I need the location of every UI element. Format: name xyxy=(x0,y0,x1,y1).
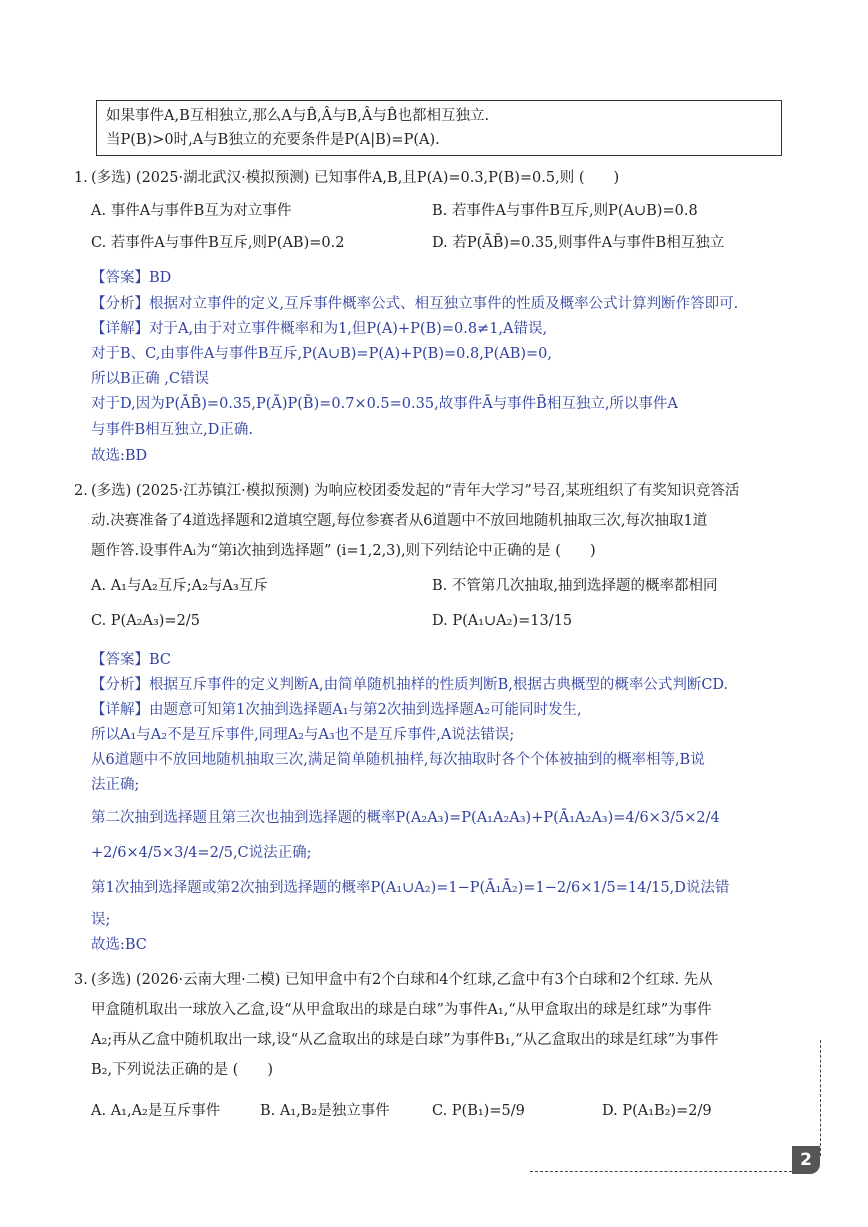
q2-detail-5: 第二次抽到选择题且第三次也抽到选择题的概率P(A₂A₃)=P(A₁A₂A₃)+P(Ā₁A₂A₃)=4/6×3/5×2/4 xyxy=(91,810,720,826)
q3-option-b: B. A₁,B₂是独立事件 xyxy=(260,1103,390,1119)
q2-option-b: B. 不管第几次抽取,抽到选择题的概率都相同 xyxy=(432,578,718,594)
q1-option-c: C. 若事件A与事件B互斥,则P(AB)=0.2 xyxy=(91,235,345,251)
q3-option-a: A. A₁,A₂是互斥事件 xyxy=(91,1103,221,1119)
q2-detail-3: 从6道题中不放回地随机抽取三次,满足简单随机抽样,每次抽取时各个个体被抽到的概率相等,B说 xyxy=(91,752,705,768)
page-number: 2 xyxy=(792,1146,820,1174)
q2-number: 2. xyxy=(74,483,88,499)
q2-option-a: A. A₁与A₂互斥;A₂与A₃互斥 xyxy=(91,578,268,594)
q2-final: 故选:BC xyxy=(91,937,147,953)
q2-detail-4: 法正确; xyxy=(91,777,140,793)
q2-detail-7: 第1次抽到选择题或第2次抽到选择题的概率P(A₁∪A₂)=1−P(Ā₁Ā₂)=1−2/6×1/5=14/15,D说法错 xyxy=(91,880,730,896)
q2-detail-6: +2/6×4/5×3/4=2/5,C说法正确; xyxy=(91,845,312,861)
q2-stem-3: 题作答.设事件Aᵢ为“第i次抽到选择题” (i=1,2,3),则下列结论中正确的是 ( ) xyxy=(91,543,596,559)
q2-option-c: C. P(A₂A₃)=2/5 xyxy=(91,613,200,629)
q1-detail-4: 对于D,因为P(ĀB̄)=0.35,P(Ā)P(B̄)=0.7×0.5=0.35,故事件Ā与事件B̄相互独立,所以事件A xyxy=(91,396,678,412)
q2-option-d: D. P(A₁∪A₂)=13/15 xyxy=(432,613,573,629)
q1-option-b: B. 若事件A与事件B互斥,则P(A∪B)=0.8 xyxy=(432,203,698,219)
q1-answer: 【答案】BD xyxy=(91,270,172,286)
q3-stem-3: A₂;再从乙盒中随机取出一球,设“从乙盒取出的球是白球”为事件B₁,“从乙盒取出的球是红球”为事件 xyxy=(91,1032,719,1048)
q1-option-a: A. 事件A与事件B互为对立事件 xyxy=(91,203,292,219)
q3-stem-2: 甲盒随机取出一球放入乙盒,设“从甲盒取出的球是白球”为事件A₁,“从甲盒取出的球是红球”为事件 xyxy=(91,1002,712,1018)
q3-option-c: C. P(B₁)=5/9 xyxy=(432,1103,525,1119)
q2-detail-8: 误; xyxy=(91,912,111,928)
q2-analysis: 【分析】根据互斥事件的定义判断A,由简单随机抽样的性质判断B,根据古典概型的概率公式判断CD. xyxy=(91,677,729,693)
page-border-dashed-vertical xyxy=(820,1040,821,1156)
q2-stem-1: (多选) (2025·江苏镇江·模拟预测) 为响应校团委发起的“青年大学习”号召,某班组织了有奖知识竞答活 xyxy=(91,483,740,499)
q1-analysis: 【分析】根据对立事件的定义,互斥事件概率公式、相互独立事件的性质及概率公式计算判断作答即可. xyxy=(91,296,739,312)
q1-option-d: D. 若P(ĀB̄)=0.35,则事件A与事件B相互独立 xyxy=(432,235,725,251)
q1-number: 1. xyxy=(74,170,88,186)
q2-stem-2: 动.决赛准备了4道选择题和2道填空题,每位参赛者从6道题中不放回地随机抽取三次,每次抽取1道 xyxy=(91,513,708,529)
q1-detail-5: 与事件B相互独立,D正确. xyxy=(91,422,253,438)
q1-stem: (多选) (2025·湖北武汉·模拟预测) 已知事件A,B,且P(A)=0.3,P(B)=0.5,则 ( ) xyxy=(91,170,620,186)
q1-detail-1: 【详解】对于A,由于对立事件概率和为1,但P(A)+P(B)=0.8≠1,A错误, xyxy=(91,321,548,337)
q3-stem-1: (多选) (2026·云南大理·二模) 已知甲盒中有2个白球和4个红球,乙盒中有3个白球和2个红球. 先从 xyxy=(91,972,713,988)
box-line-2: 当P(B)>0时,A与B独立的充要条件是P(A|B)=P(A). xyxy=(106,132,440,148)
q3-number: 3. xyxy=(74,972,88,988)
q2-detail-2: 所以A₁与A₂不是互斥事件,同理A₂与A₃也不是互斥事件,A说法错误; xyxy=(91,727,515,743)
q2-detail-1: 【详解】由题意可知第1次抽到选择题A₁与第2次抽到选择题A₂可能同时发生, xyxy=(91,702,582,718)
q1-final: 故选:BD xyxy=(91,448,148,464)
q2-answer: 【答案】BC xyxy=(91,652,172,668)
box-line-1: 如果事件A,B互相独立,那么A与B̂,Â与B,Â与B̂也都相互独立. xyxy=(106,108,490,124)
q1-detail-2: 对于B、C,由事件A与事件B互斥,P(A∪B)=P(A)+P(B)=0.8,P(AB)=0, xyxy=(91,346,552,362)
q3-option-d: D. P(A₁B₂)=2/9 xyxy=(602,1103,712,1119)
q3-stem-4: B₂,下列说法正确的是 ( ) xyxy=(91,1062,273,1078)
page-border-dashed-horizontal xyxy=(530,1171,792,1172)
q1-detail-3: 所以B正确 ,C错误 xyxy=(91,371,209,387)
